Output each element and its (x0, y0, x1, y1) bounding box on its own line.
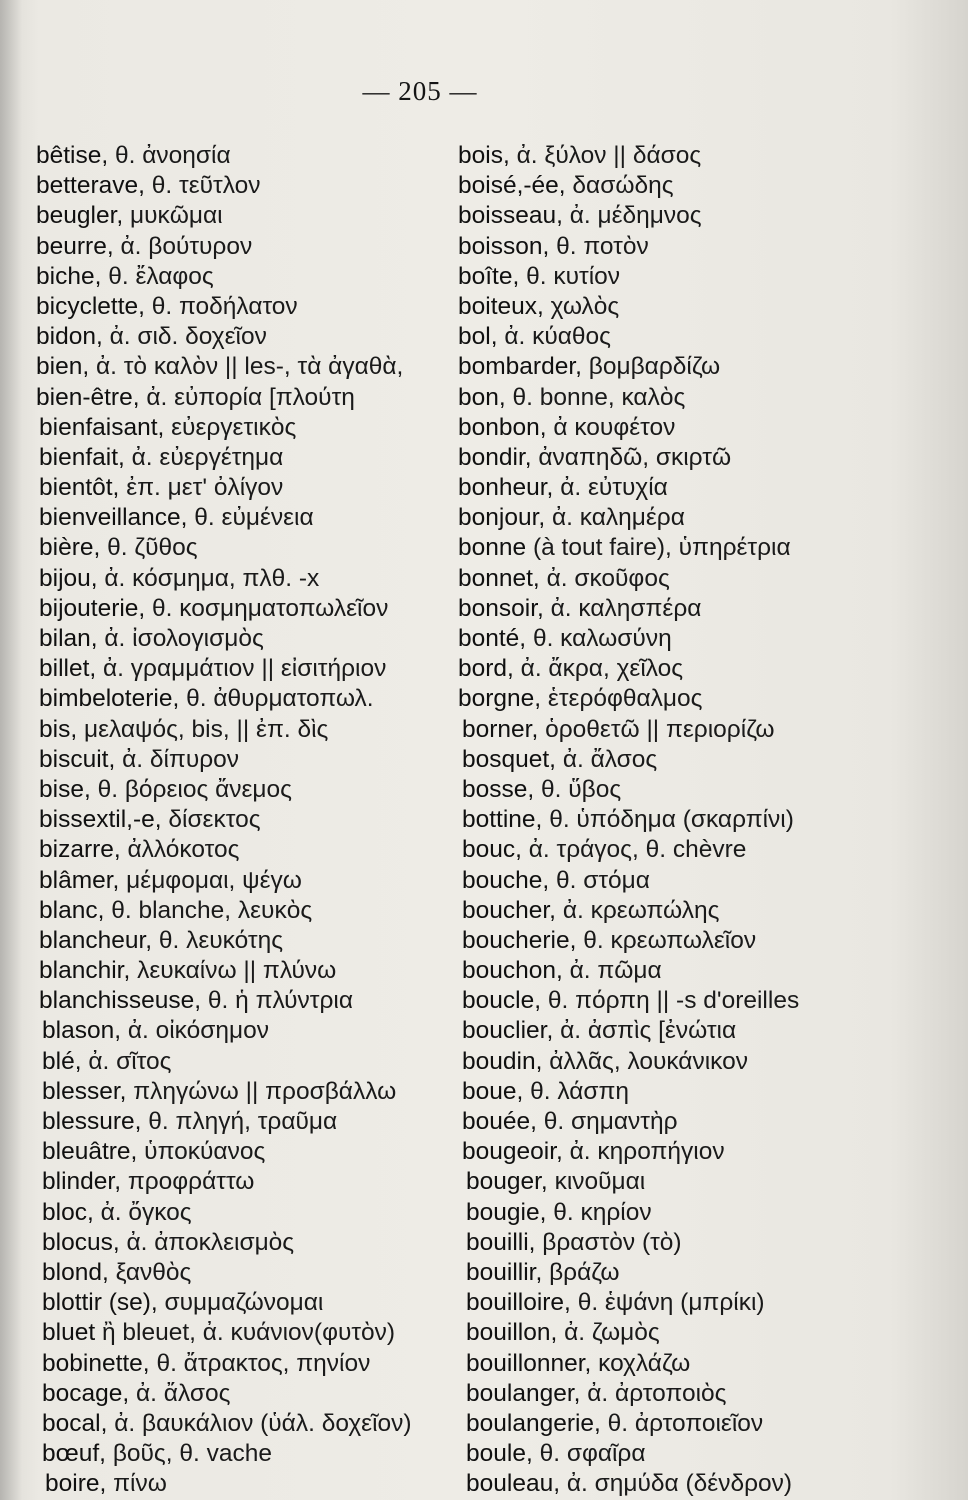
entry-headword: bilan, (39, 625, 98, 652)
entry-definition: δασώδης (572, 172, 674, 200)
entry-definition: κοχλάζω (598, 1349, 691, 1377)
entry-definition: ἀλλόκοτος (127, 836, 240, 864)
entry-headword: boule, (466, 1440, 533, 1468)
entry-headword: boîte, (458, 262, 520, 290)
dictionary-entry (458, 1107, 958, 1137)
dictionary-entry (458, 1077, 958, 1107)
dictionary-entry (458, 835, 958, 865)
entry-definition: θ. εὐμένεια (194, 504, 314, 532)
page-number: — 205 — (362, 76, 478, 106)
entry-headword: blessure, (42, 1108, 142, 1135)
entry-definition: ἀ. δίπυρον (122, 745, 240, 773)
entry-headword: boucherie, (462, 926, 577, 954)
entry-headword: boudin, (462, 1047, 543, 1075)
dictionary-entry (458, 926, 958, 956)
entry-definition: θ. ἀρτοποιεῖον (607, 1409, 764, 1437)
entry-headword: blond, (42, 1258, 109, 1286)
dictionary-entry (458, 503, 958, 533)
dictionary-entry (36, 1258, 456, 1288)
entry-definition: ἀ. γραμμάτιον || εἰσιτήριον (103, 655, 387, 683)
entry-headword: bouc, (462, 836, 522, 864)
entry-headword: bonté, (458, 625, 527, 652)
dictionary-entry (458, 866, 958, 896)
entry-headword: bonsoir, (458, 594, 544, 622)
dictionary-entry (458, 322, 958, 352)
entry-definition: ἀ. καλημέρα (552, 504, 685, 532)
entry-headword: billet, (39, 655, 97, 683)
entry-definition: ἀ. ἀρτοποιὸς (587, 1379, 727, 1407)
entry-headword: bouger, (466, 1168, 548, 1196)
entry-definition: ὁροθετῶ || περιορίζω (545, 715, 775, 743)
entry-headword: boulangerie, (466, 1409, 601, 1437)
dictionary-entry (36, 292, 456, 322)
entry-definition: μελαψός, bis, || ἐπ. δὶς (83, 715, 329, 743)
dictionary-entry (36, 413, 456, 443)
entry-definition: θ. πληγή, τραῦμα (148, 1108, 338, 1135)
entry-headword: bouchon, (462, 957, 563, 985)
dictionary-entry (36, 654, 456, 684)
dictionary-entry (36, 1167, 456, 1197)
dictionary-entry (458, 775, 958, 805)
entry-definition: ἀ. ἄλσος (136, 1379, 231, 1407)
dictionary-entry (36, 1439, 456, 1469)
dictionary-entry (458, 201, 958, 231)
entry-definition: βοῦς, θ. vache (112, 1440, 272, 1468)
dictionary-entry (36, 383, 456, 413)
dictionary-entry (36, 835, 456, 865)
entry-headword: bougie, (466, 1198, 547, 1226)
entry-definition: ἀ. εὐεργέτημα (131, 443, 284, 471)
entry-definition: θ. κηρίον (553, 1198, 652, 1226)
dictionary-entry (36, 1288, 456, 1318)
dictionary-entry (458, 171, 958, 201)
dictionary-entry (458, 1258, 958, 1288)
dictionary-entry (458, 413, 958, 443)
entry-definition: ἀ. τράγος, θ. chèvre (528, 836, 747, 864)
dictionary-entry (458, 262, 958, 292)
dictionary-entry (36, 684, 456, 714)
entry-definition: ἢ bleuet, ἀ. κυάνιον(φυτὸν) (101, 1319, 396, 1347)
right-column (458, 141, 958, 1499)
entry-definition: ἀ. ἄλσος (562, 745, 658, 773)
dictionary-entry (458, 594, 958, 624)
entry-definition: ἀ. ἀσπὶς [ἐνώτια (560, 1017, 737, 1045)
entry-definition: θ. ποδήλατον (151, 292, 298, 320)
entry-definition: ἀ. οἰκόσημον (127, 1017, 269, 1045)
dictionary-entry (458, 624, 958, 654)
entry-definition: θ. ἡ πλύντρια (207, 987, 354, 1015)
entry-headword: betterave, (36, 172, 145, 200)
entry-headword: biscuit, (39, 745, 116, 773)
entry-headword: bien, (36, 353, 90, 381)
entry-definition: πληγώνω || προσβάλλω (133, 1077, 397, 1105)
entry-headword: bonjour, (458, 504, 546, 532)
entry-definition: ξανθὸς (115, 1258, 192, 1286)
dictionary-entry (36, 624, 456, 654)
dictionary-entry (458, 564, 958, 594)
entry-headword: bocage, (42, 1379, 130, 1407)
entry-headword: bienfait, (39, 443, 125, 471)
dictionary-entry (458, 1379, 958, 1409)
entry-definition: μυκῶμαι (130, 202, 223, 230)
entry-definition: θ. κρεωπωλεῖον (583, 926, 757, 954)
dictionary-entry (458, 1228, 958, 1258)
entry-definition: ἀ. κρεωπώλης (562, 896, 720, 924)
dictionary-entry (36, 1016, 456, 1046)
entry-headword: boucle, (462, 987, 542, 1015)
entry-definition: θ. ὕβος (541, 775, 622, 803)
entry-headword: blanchir, (39, 957, 131, 985)
entry-definition: συμμαζώνομαι (164, 1289, 324, 1317)
entry-headword: bienveillance, (39, 504, 188, 532)
entry-definition: θ. λάσπη (530, 1077, 630, 1105)
dictionary-entry (36, 352, 456, 382)
dictionary-entry (36, 201, 456, 231)
entry-definition: θ. bonne, καλὸς (512, 383, 686, 411)
entry-definition: βραστὸν (τὸ) (542, 1228, 682, 1256)
entry-definition: ἀ. σῖτος (88, 1047, 172, 1075)
entry-definition: ὑποκύανος (144, 1138, 266, 1166)
dictionary-entry (36, 1047, 456, 1077)
dictionary-entry (458, 141, 958, 171)
dictionary-entry (458, 654, 958, 684)
dictionary-entry (458, 715, 958, 745)
entry-headword: bosquet, (462, 745, 556, 773)
dictionary-entry (36, 594, 456, 624)
dictionary-entry (36, 745, 456, 775)
entry-headword: bonnet, (458, 564, 540, 592)
entry-definition: ἀ. μέδημνος (569, 202, 702, 230)
entry-definition: ἀ. τὸ καλὸν || les-, τὰ ἀγαθὰ, (95, 353, 404, 381)
entry-headword: bloc, (42, 1198, 94, 1226)
dictionary-entry (458, 1016, 958, 1046)
dictionary-entry (36, 564, 456, 594)
dictionary-entry (36, 322, 456, 352)
entry-headword: bonheur, (458, 474, 554, 502)
dictionary-entry (458, 292, 958, 322)
dictionary-entry (36, 443, 456, 473)
entry-headword: bouleau, (466, 1470, 561, 1498)
entry-definition: προφράττω (127, 1168, 255, 1196)
entry-headword: blanchisseuse, (39, 987, 202, 1015)
entry-definition: ἀ. ἀποκλεισμὸς (126, 1228, 295, 1256)
dictionary-entry (36, 1379, 456, 1409)
dictionary-entry (458, 1137, 958, 1167)
entry-headword: bon, (458, 383, 506, 411)
entry-definition: ἐπ. μετ' ὀλίγον (126, 474, 284, 502)
entry-headword: bonbon, (458, 413, 547, 441)
entry-headword: biche, (36, 262, 102, 290)
entry-definition: ἀ. ἄκρα, χεῖλος (520, 655, 684, 683)
entry-headword: bluet (42, 1319, 96, 1347)
entry-headword: bouilloire, (466, 1289, 571, 1317)
entry-definition: βράζω (549, 1258, 620, 1286)
dictionary-entry (36, 956, 456, 986)
entry-headword: bouée, (462, 1108, 537, 1135)
entry-headword: blottir (se), (42, 1289, 158, 1317)
dictionary-entry (458, 352, 958, 382)
entry-headword: bosse, (462, 775, 535, 803)
entry-headword: bidon, (36, 323, 103, 351)
dictionary-entry (458, 383, 958, 413)
entry-definition: δίσεκτος (168, 806, 261, 834)
entry-headword: beurre, (36, 232, 114, 260)
entry-definition: θ. ὑπόδημα (σκαρπίνι) (549, 806, 794, 834)
entry-definition: ἀ. βαυκάλιον (ὑάλ. δοχεῖον) (114, 1409, 412, 1437)
entry-definition: θ. ἄτρακτος, πηνίον (156, 1349, 371, 1377)
dictionary-entry (36, 926, 456, 956)
entry-headword: blanc, (39, 896, 105, 924)
entry-headword: bondir, (458, 443, 532, 471)
entry-headword: bol, (458, 323, 498, 351)
entry-definition: ἀλλᾶς, λουκάνικον (549, 1047, 748, 1075)
entry-headword: boire, (45, 1470, 107, 1498)
dictionary-entry (36, 986, 456, 1016)
entry-definition: μέμφομαι, ψέγω (126, 866, 302, 894)
entry-definition: θ. ποτὸν (556, 232, 649, 260)
dictionary-entry (458, 745, 958, 775)
entry-definition: θ. ἑψάνη (μπρίκι) (577, 1289, 765, 1317)
entry-headword: boiteux, (458, 292, 544, 320)
entry-headword: bottine, (462, 806, 543, 834)
dictionary-entry (458, 684, 958, 714)
entry-headword: bientôt, (39, 474, 120, 502)
entry-headword: bijouterie, (39, 594, 146, 622)
entry-headword: boisseau, (458, 202, 563, 230)
entry-headword: blason, (42, 1017, 122, 1045)
dictionary-entry (458, 986, 958, 1016)
dictionary-entry (458, 1409, 958, 1439)
entry-definition: θ. ἀθυρματοπωλ. (186, 685, 374, 713)
dictionary-entry (458, 1349, 958, 1379)
entry-definition: εὐεργετικὸς (171, 413, 297, 441)
entry-definition: θ. πόρπη || -s d'oreilles (547, 987, 800, 1015)
dictionary-entry (458, 1047, 958, 1077)
dictionary-entry (36, 1198, 456, 1228)
entry-definition: ἀ. ὄγκος (100, 1198, 192, 1226)
entry-headword: bizarre, (39, 836, 121, 864)
entry-headword: bouillonner, (466, 1349, 592, 1377)
entry-definition: θ. σημαντὴρ (543, 1108, 678, 1135)
entry-definition: λευκαίνω || πλύνω (137, 957, 337, 985)
entry-headword: bicyclette, (36, 292, 145, 320)
dictionary-entry (458, 232, 958, 262)
dictionary-entry (36, 1469, 456, 1499)
entry-definition: ἀ. σημύδα (δένδρον) (566, 1470, 793, 1498)
dictionary-entry (36, 1077, 456, 1107)
entry-definition: θ. ἀνοησία (115, 142, 231, 169)
dictionary-entry (458, 533, 958, 563)
entry-definition: θ. λευκότης (158, 926, 284, 954)
entry-definition: ἀ. εὐπορία [πλούτη (146, 383, 355, 411)
entry-definition: ἀ. εὐτυχία (560, 474, 668, 502)
dictionary-entry (36, 171, 456, 201)
entry-headword: borner, (462, 715, 539, 743)
entry-headword: bocal, (42, 1409, 108, 1437)
entry-headword: bière, (39, 534, 101, 562)
dictionary-entry (458, 956, 958, 986)
entry-definition: ἀ. ἰσολογισμὸς (104, 625, 264, 652)
entry-definition: (à tout faire), ὑπηρέτρια (532, 534, 791, 562)
dictionary-entry (458, 1167, 958, 1197)
entry-headword: bise, (39, 775, 91, 803)
left-column (36, 141, 456, 1499)
entry-definition: ἀ. σκοῦφος (546, 564, 670, 592)
dictionary-entry (36, 1107, 456, 1137)
entry-definition: ἀ. κόσμημα, πλθ. -x (104, 564, 320, 592)
dictionary-entry (458, 1318, 958, 1348)
entry-definition: ἀ. ζωμὸς (564, 1319, 660, 1347)
dictionary-entry (36, 262, 456, 292)
entry-headword: boue, (462, 1077, 524, 1105)
entry-headword: bouillir, (466, 1258, 543, 1286)
entry-definition: θ. σφαῖρα (539, 1440, 646, 1468)
entry-definition: ἑτερόφθαλμος (547, 685, 703, 713)
dictionary-entry (458, 1198, 958, 1228)
entry-headword: blâmer, (39, 866, 120, 894)
entry-definition: θ. τεῦτλον (151, 172, 261, 200)
dictionary-entry (36, 1137, 456, 1167)
dictionary-entry (36, 1318, 456, 1348)
entry-definition: ἀ. βούτυρον (120, 232, 253, 260)
entry-definition: κινοῦμαι (554, 1168, 646, 1196)
dictionary-entry (36, 232, 456, 262)
entry-definition: θ. στόμα (556, 866, 650, 894)
entry-definition: θ. κοσμηματοπωλεῖον (152, 594, 389, 622)
entry-headword: bissextil,-e, (39, 806, 162, 834)
entry-headword: bimbeloterie, (39, 685, 180, 713)
entry-definition: θ. ζῦθος (107, 534, 198, 562)
dictionary-entry (36, 533, 456, 563)
entry-headword: bijou, (39, 564, 98, 592)
dictionary-entry (36, 896, 456, 926)
entry-definition: ἀ. κηροπήγιον (569, 1138, 725, 1166)
dictionary-entry (458, 896, 958, 926)
entry-headword: bienfaisant, (39, 413, 165, 441)
entry-headword: blocus, (42, 1228, 120, 1256)
entry-headword: blesser, (42, 1077, 127, 1105)
entry-definition: θ. βόρειος ἄνεμος (97, 775, 292, 803)
entry-headword: bleuâtre, (42, 1138, 138, 1166)
dictionary-entry (458, 805, 958, 835)
dictionary-entry (36, 715, 456, 745)
entry-headword: blancheur, (39, 926, 153, 954)
entry-definition: θ. ἔλαφος (108, 262, 214, 290)
page-edge-shadow (0, 0, 22, 1500)
entry-definition: θ. blanche, λευκὸς (111, 896, 313, 924)
entry-definition: ἀ. σιδ. δοχεῖον (109, 323, 267, 351)
entry-headword: blé, (42, 1047, 82, 1075)
entry-headword: bobinette, (42, 1349, 150, 1377)
entry-definition: πίνω (113, 1470, 167, 1498)
dictionary-entry (458, 1469, 958, 1499)
dictionary-entry (36, 503, 456, 533)
entry-definition: ἀ. κύαθος (504, 323, 611, 351)
dictionary-entry (36, 1409, 456, 1439)
dictionary-entry (36, 141, 456, 171)
dictionary-entry (458, 443, 958, 473)
dictionary-entry (458, 1288, 958, 1318)
entry-headword: bois, (458, 142, 510, 169)
entry-definition: χωλὸς (550, 292, 620, 320)
entry-headword: borgne, (458, 685, 542, 713)
dictionary-entry (36, 805, 456, 835)
entry-headword: bouche, (462, 866, 550, 894)
dictionary-entry (36, 473, 456, 503)
entry-definition: θ. κυτίον (526, 262, 621, 290)
entry-headword: bêtise, (36, 142, 109, 169)
entry-headword: blinder, (42, 1168, 122, 1196)
entry-headword: bonne (458, 534, 527, 562)
entry-headword: boulanger, (466, 1379, 581, 1407)
dictionary-entry (36, 1349, 456, 1379)
entry-headword: boucher, (462, 896, 556, 924)
entry-headword: bœuf, (42, 1440, 106, 1468)
entry-definition: βομβαρδίζω (588, 353, 721, 381)
entry-headword: bombarder, (458, 353, 582, 381)
entry-headword: bouillon, (466, 1319, 558, 1347)
entry-headword: bien-être, (36, 383, 140, 411)
entry-headword: beugler, (36, 202, 124, 230)
entry-headword: bouilli, (466, 1228, 536, 1256)
entry-definition: ἀ. πῶμα (569, 957, 662, 985)
entry-headword: bouclier, (462, 1017, 554, 1045)
dictionary-entry (36, 866, 456, 896)
entry-headword: bougeoir, (462, 1138, 563, 1166)
entry-definition: ἀ. ξύλον || δάσος (516, 142, 702, 169)
dictionary-entry (458, 473, 958, 503)
entry-headword: bis, (39, 715, 78, 743)
dictionary-entry (36, 1228, 456, 1258)
entry-headword: boisé,-ée, (458, 172, 566, 200)
entry-definition: ἀ. καλησπέρα (550, 594, 702, 622)
dictionary-entry (458, 1439, 958, 1469)
entry-headword: bord, (458, 655, 514, 683)
dictionary-entry (36, 775, 456, 805)
entry-definition: θ. καλωσύνη (532, 625, 672, 652)
entry-definition: ἀ κουφέτον (553, 413, 676, 441)
entry-headword: boisson, (458, 232, 550, 260)
entry-definition: ἀναπηδῶ, σκιρτῶ (538, 443, 732, 471)
